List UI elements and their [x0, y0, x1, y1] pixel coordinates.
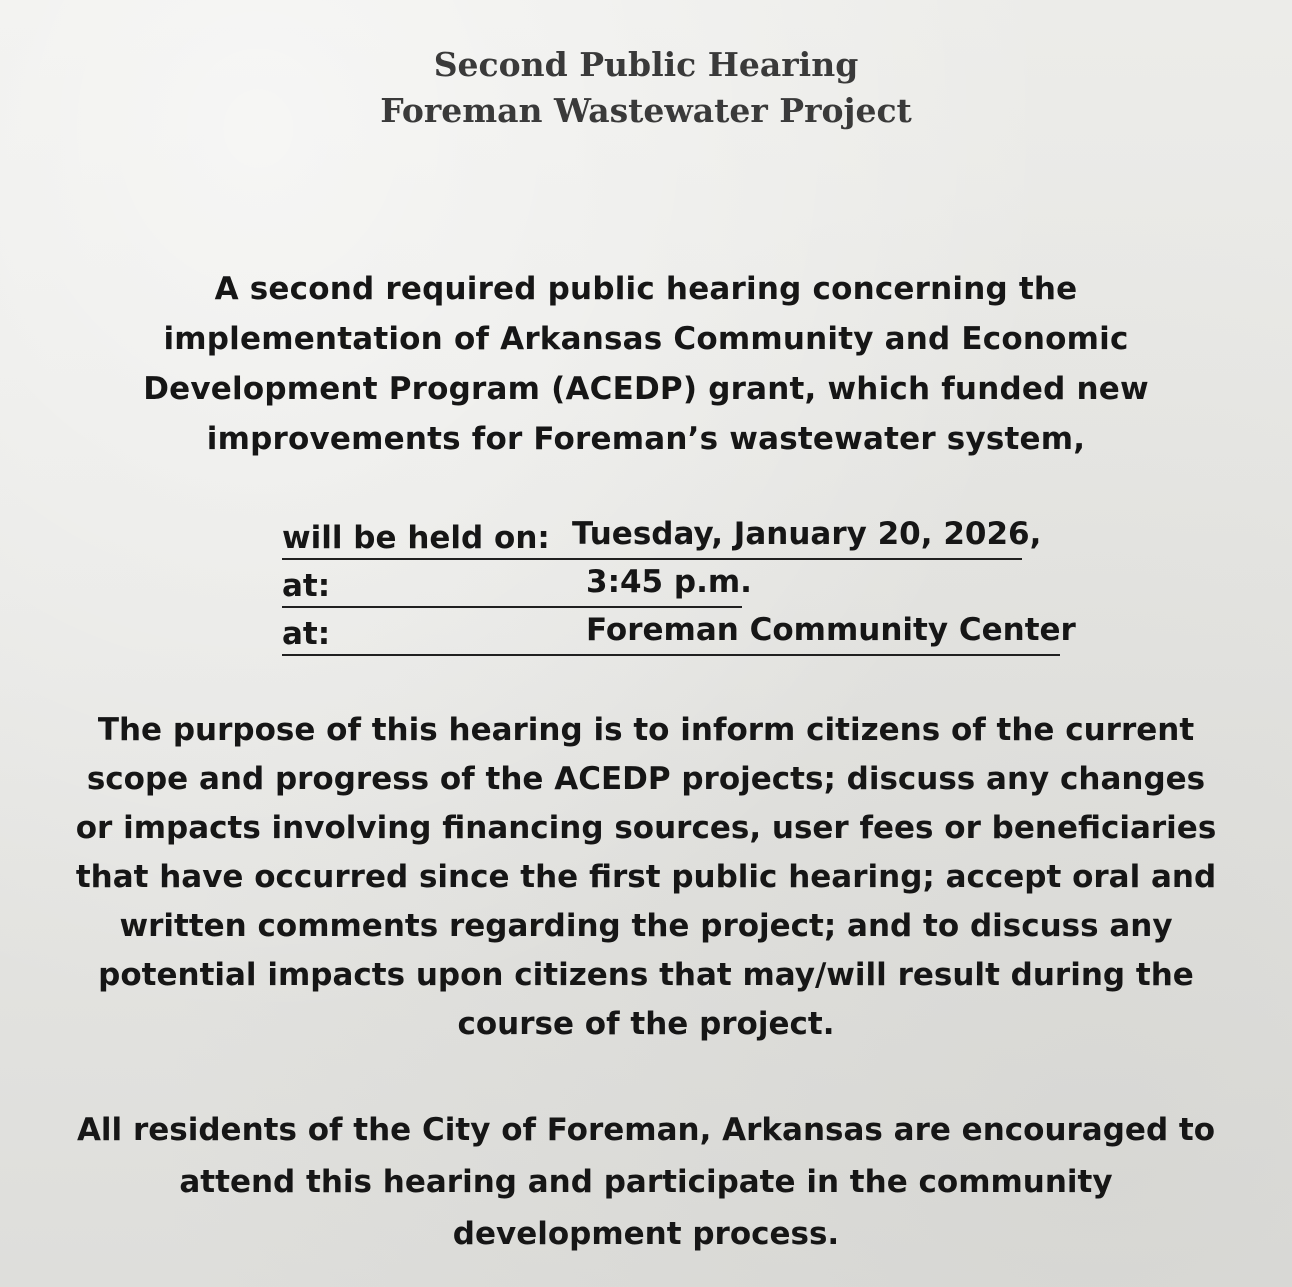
- detail-row-date: [282, 512, 1062, 560]
- time-label: at:: [282, 568, 331, 604]
- intro-line: Development Program (ACEDP) grant, which funded new: [143, 371, 1149, 407]
- detail-row-place: [282, 608, 1076, 656]
- intro-paragraph: [0, 264, 1292, 464]
- time-value: 3:45 p.m.: [586, 564, 752, 600]
- detail-row-time: [282, 560, 1062, 608]
- purpose-line: scope and progress of the ACEDP projects; discuss any changes: [86, 761, 1206, 797]
- heading-line-2: Foreman Wastewater Project: [380, 91, 912, 130]
- place-value: Foreman Community Center: [586, 612, 1076, 648]
- closing-paragraph: [0, 1104, 1292, 1260]
- purpose-line: that have occurred since the first public hearing; accept oral and: [75, 859, 1217, 895]
- closing-line: attend this hearing and participate in the community: [179, 1164, 1113, 1200]
- held-on-label: will be held on:: [282, 520, 550, 556]
- notice-heading: [0, 42, 1292, 134]
- hearing-details: [282, 512, 1076, 656]
- purpose-line: The purpose of this hearing is to inform citizens of the current: [97, 712, 1195, 748]
- intro-line: A second required public hearing concerning the: [214, 271, 1078, 307]
- place-label: at:: [282, 616, 331, 652]
- closing-line: All residents of the City of Foreman, Arkansas are encouraged to: [76, 1112, 1216, 1148]
- intro-line: improvements for Foreman’s wastewater system,: [206, 421, 1086, 457]
- purpose-line: potential impacts upon citizens that may/will result during the: [98, 957, 1194, 993]
- held-on-value: Tuesday, January 20, 2026,: [572, 516, 1042, 552]
- purpose-line: or impacts involving financing sources, user fees or beneficiaries: [75, 810, 1217, 846]
- purpose-paragraph: [0, 706, 1292, 1049]
- intro-line: implementation of Arkansas Community and Economic: [163, 321, 1129, 357]
- closing-line: development process.: [452, 1216, 840, 1252]
- purpose-line: course of the project.: [457, 1006, 835, 1042]
- purpose-line: written comments regarding the project; and to discuss any: [119, 908, 1173, 944]
- heading-line-1: Second Public Hearing: [433, 45, 859, 84]
- underline-rule: [282, 654, 1060, 656]
